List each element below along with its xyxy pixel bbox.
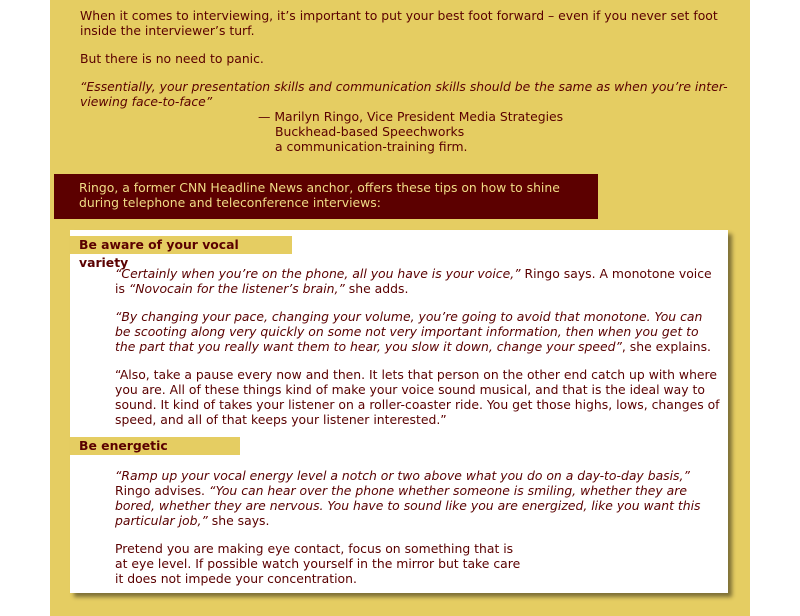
quote-text: “Certainly when you’re on the phone, all you have is your voice,”	[115, 266, 521, 281]
page-panel	[50, 0, 750, 616]
section-vocal-variety	[115, 266, 721, 440]
energetic-paragraph-1	[115, 468, 721, 528]
energetic-paragraph-2-line: it does not impede your concentration.	[115, 571, 357, 586]
energetic-paragraph-2	[115, 541, 721, 586]
energetic-paragraph-2-line: Pretend you are making eye contact, focus on something that is	[115, 541, 514, 556]
attribution-line-3: a communication-training firm.	[275, 139, 468, 154]
body-text: she says.	[207, 513, 270, 528]
quote-text: “You can hear over the phone whether someone is smiling, whether they are bored, whether they are nervous. You have to sound like you are energized, like you want this particular job,”	[115, 483, 701, 528]
section-heading-energetic: Be energetic	[70, 437, 240, 455]
attribution-line-1: — Marilyn Ringo, Vice President Media Strategies	[258, 109, 564, 124]
body-text: she adds.	[344, 281, 409, 296]
body-text: Ringo says. A monotone voice is	[115, 266, 712, 296]
section-heading-vocal-variety: Be aware of your vocal variety	[70, 236, 292, 254]
intro-paragraph-1: When it comes to interviewing, it’s important to put your best foot forward – even if you never set foot inside the interviewer’s turf.	[80, 8, 718, 38]
tips-card	[70, 230, 728, 593]
quote-text: “Novocain for the listener’s brain,”	[128, 281, 345, 296]
vocal-variety-paragraph-3: “Also, take a pause every now and then. It lets that person on the other end catch up with where you are. All of these things kind of make your voice sound musical, and that is the ideal way to sound. It kind of takes your listener on a roller-coaster ride. You get those highs, lows, changes of speed, and all of that keeps your listener interested.”	[115, 367, 720, 427]
tips-banner: Ringo, a former CNN Headline News anchor, offers these tips on how to shine during telephone and teleconference interviews:	[54, 174, 598, 219]
body-text: , she explains.	[621, 339, 711, 354]
attribution-line-2: Buckhead-based Speechworks	[275, 124, 465, 139]
section-energetic	[115, 468, 721, 599]
intro-quote: “Essentially, your presentation skills and communication skills should be the same as when you’re inter-viewing face-to-face”	[80, 79, 728, 109]
quote-text: “By changing your pace, changing your volume, you’re going to avoid that monotone. You can be scooting along very quickly on some not very important information, then when you get to the part that you really want them to hear, you slow it down, change your speed”	[115, 309, 703, 354]
vocal-variety-paragraph-2	[115, 309, 721, 354]
quote-attribution	[258, 109, 563, 154]
quote-text: “Ramp up your vocal energy level a notch or two above what you do on a day-to-day basis,”	[115, 468, 690, 483]
body-text: Ringo advises.	[115, 483, 209, 498]
intro-block	[80, 8, 730, 122]
vocal-variety-paragraph-1	[115, 266, 721, 296]
energetic-paragraph-2-line: at eye level. If possible watch yourself in the mirror but take care	[115, 556, 521, 571]
intro-paragraph-2: But there is no need to panic.	[80, 51, 264, 66]
